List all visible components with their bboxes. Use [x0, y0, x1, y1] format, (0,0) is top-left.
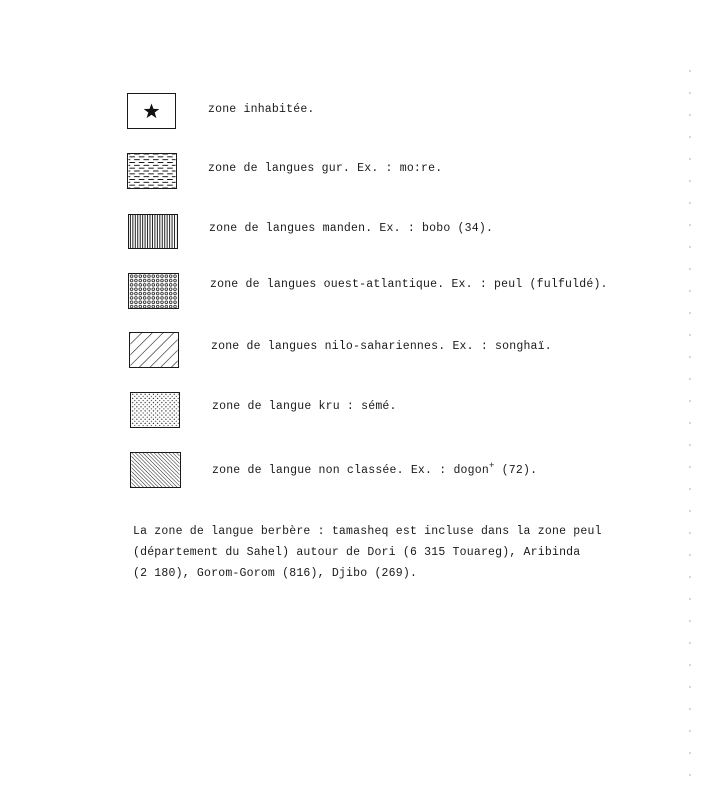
diagonal-wide-swatch — [129, 332, 179, 368]
legend-label: zone de langues ouest-atlantique. Ex. : peul (fulfuldé). — [210, 278, 608, 291]
note-line: (département du Sahel) autour de Dori (6 315 Touareg), Aribinda — [133, 546, 581, 559]
star-icon — [128, 94, 175, 128]
circles-swatch — [128, 273, 179, 309]
note-line: La zone de langue berbère : tamasheq est incluse dans la zone peul — [133, 525, 602, 538]
legend-label: zone inhabitée. — [208, 103, 315, 116]
legend-label-main: zone de langue non classée. Ex. : dogon — [212, 463, 489, 477]
legend-label-superscript: + — [488, 461, 495, 471]
dashes-pattern — [128, 154, 176, 188]
legend-row-nilo-saharan — [0, 332, 720, 372]
legend-label: zone de langue kru : sémé. — [212, 400, 397, 413]
legend-row-uninhabited — [0, 93, 720, 133]
diagonal-dense-pattern — [131, 453, 180, 487]
legend-label: zone de langues nilo-sahariennes. Ex. : songhaï. — [211, 340, 552, 353]
diagonal-dense-swatch — [130, 452, 181, 488]
dots-pattern — [131, 393, 179, 427]
dashes-pattern-swatch — [127, 153, 177, 189]
legend-label — [212, 459, 537, 478]
legend-row-gur — [0, 153, 720, 193]
legend-row-manden — [0, 214, 720, 254]
vertical-lines-swatch — [128, 214, 178, 249]
dots-swatch — [130, 392, 180, 428]
note-line: (2 180), Gorom-Gorom (816), Djibo (269). — [133, 567, 418, 580]
circles-pattern — [129, 274, 178, 308]
berber-zone-note — [133, 521, 693, 584]
legend-row-west-atlantic — [0, 273, 720, 313]
star-swatch — [127, 93, 176, 129]
legend-label: zone de langues manden. Ex. : bobo (34). — [209, 222, 494, 235]
legend-row-kru — [0, 392, 720, 432]
legend-label-end: (72). — [494, 463, 538, 477]
diagonal-wide-pattern — [130, 333, 178, 367]
legend-row-unclassified — [0, 452, 720, 492]
legend-label: zone de langues gur. Ex. : mo:re. — [208, 162, 443, 175]
vertical-lines-pattern — [129, 215, 177, 248]
